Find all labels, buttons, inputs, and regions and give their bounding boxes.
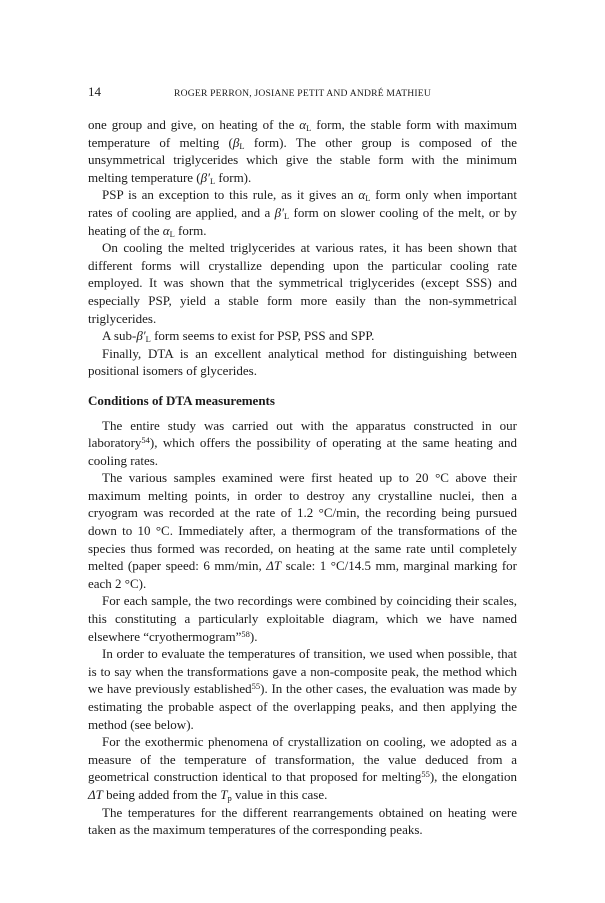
paragraph: The entire study was carried out with the apparatus constructed in our laboratory$^{54}$), which offers the possibility of operating at the same heating and cooling rates.: [88, 417, 517, 468]
paragraph: In order to evaluate the temperatures of transition, we used when possible, that is to say when the transformations gave a non-composite peak, the method which we have previously established$^{55}$). In the other cases, the evaluation was made by estimating the probable aspect of the overlapping peaks, and then applying the method (see below).: [88, 646, 518, 732]
paragraph: On cooling the melted triglycerides at various rates, it has been shown that different forms will crystallize depending upon the particular cooling rate employed. It was shown that the symmetrical triglycerides (except SSS) and especially PSP, yield a stable form more easily than the non-symmetrical triglycerides.: [88, 240, 517, 326]
paragraph: one group and give, on heating of the $\alpha_L$ form, the stable form with maximum temperature of melting ($\beta_L$ form). The other group is composed of the unsymmetrical triglycerides which give the stable form with the minimum melting temperature ($\beta'_L$ form).: [88, 117, 517, 186]
paragraph: The temperatures for the different rearrangements obtained on heating were taken as the maximum temperatures of the corresponding peaks.: [88, 804, 517, 838]
paragraph: PSP is an exception to this rule, as it gives an $\alpha_L$ form only when important rates of cooling are applied, and a $\beta'_L$ form on slower cooling of the melt, or by heating of the $\alpha_L$ form.: [88, 187, 517, 239]
running-head: ROGER PERRON, JOSIANE PETIT AND ANDRÉ MATHIEU: [174, 88, 431, 99]
section-heading: Conditions of DTA measurements: [88, 392, 275, 408]
paragraph: A sub-$\beta'_L$ form seems to exist for PSP, PSS and SPP.: [102, 328, 375, 345]
paragraph: The various samples examined were first heated up to 20 °C above their maximum melting points, in order to destroy any crystalline nuclei, then a cryogram was recorded at the rate of 1.2 °C/min, the recording being pursued down to 10 °C. Immediately after, a thermogram of the transformations of the species thus formed was recorded, on heating at the same rate until completely melted (paper speed: 6 mm/min, ΔT scale: 1 °C/14.5 mm, marginal marking for each 2 °C).: [88, 470, 518, 591]
paragraph: For each sample, the two recordings were combined by coinciding their scales, this constituting a particularly exploitable diagram, which we have named elsewhere “cryothermogram”$^{58}$).: [88, 593, 517, 644]
paragraph: Finally, DTA is an excellent analytical method for distinguishing between positional isomers of glycerides.: [88, 345, 517, 379]
page: [88, 84, 517, 839]
page-number: 14: [88, 84, 101, 99]
paragraph: For the exothermic phenomena of crystallization on cooling, we adopted as a measure of the temperature of transformation, the value deduced from a geometrical construction identical to that proposed for melting$^{55}$), the elongation ΔT being added from the $T_p$ value in this case.: [88, 734, 517, 803]
page-header: [88, 84, 517, 106]
